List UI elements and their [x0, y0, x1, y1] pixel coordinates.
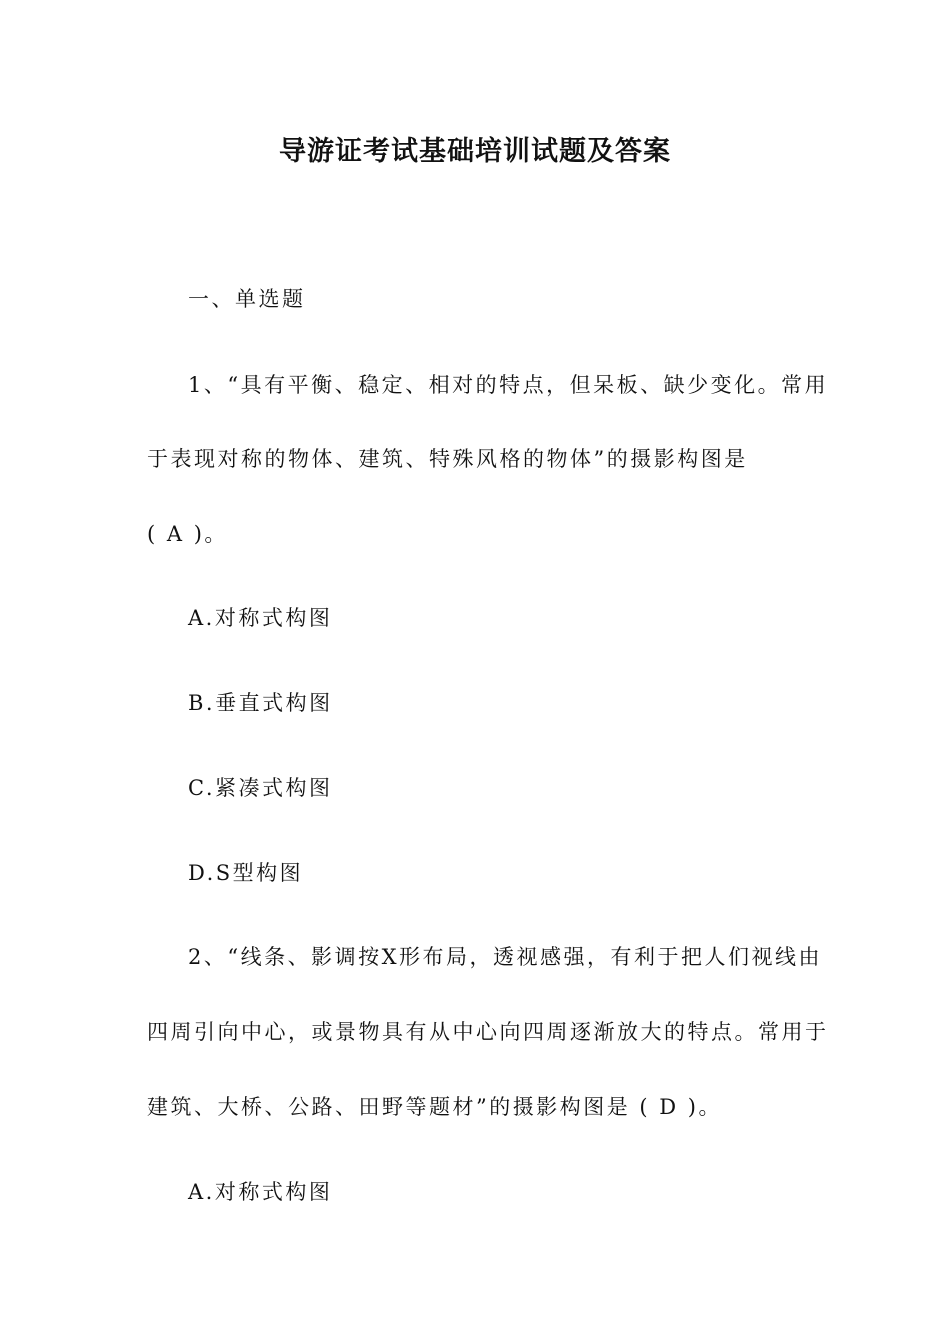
document-title: 导游证考试基础培训试题及答案	[279, 136, 671, 167]
question-2-option-a: A.对称式构图	[188, 1180, 333, 1204]
question-2-line-3: 建筑、大桥、公路、田野等题材”的摄影构图是 ( D )。	[147, 1095, 722, 1119]
question-1-option-d: D.S型构图	[188, 861, 304, 885]
question-1-option-a: A.对称式构图	[188, 606, 333, 630]
question-1-option-b: B.垂直式构图	[188, 691, 333, 715]
question-1-line-3: ( A )。	[147, 522, 228, 546]
question-2-line-1: 2、“线条、影调按X形布局，透视感强，有利于把人们视线由	[188, 945, 823, 969]
question-2-line-2: 四周引向中心，或景物具有从中心向四周逐渐放大的特点。常用于	[147, 1020, 829, 1044]
question-1-line-1: 1、“具有平衡、稳定、相对的特点，但呆板、缺少变化。常用	[188, 373, 829, 397]
question-1-line-2: 于表现对称的物体、建筑、特殊风格的物体”的摄影构图是	[147, 447, 748, 471]
section-heading: 一、单选题	[188, 287, 306, 311]
question-1-option-c: C.紧凑式构图	[188, 776, 333, 800]
